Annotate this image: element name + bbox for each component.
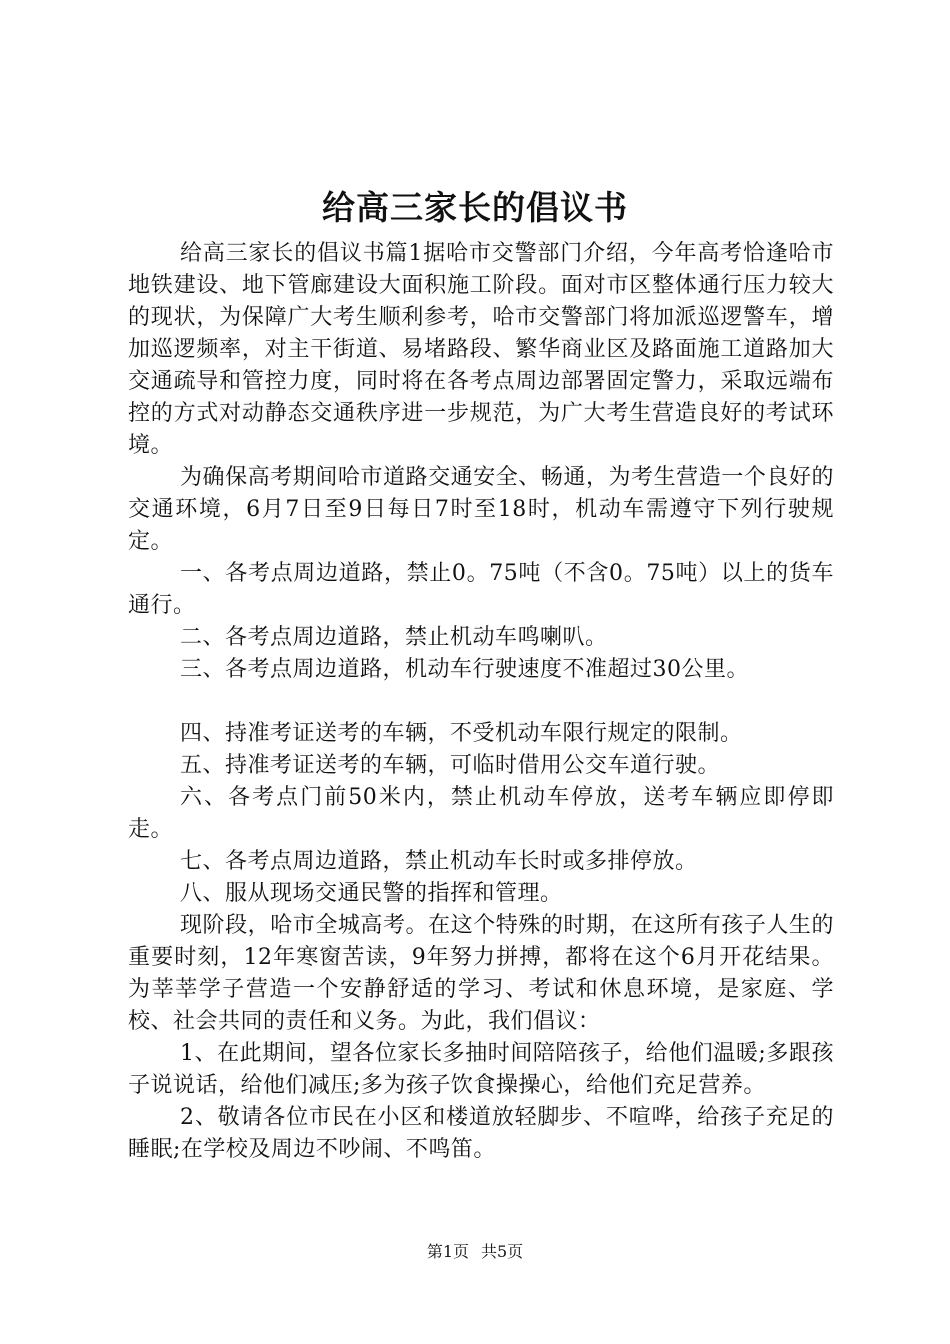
paragraph-rule-2: 二、各考点周边道路，禁止机动车鸣喇叭。 <box>180 625 608 650</box>
document-title: 给高三家长的倡议书 <box>322 188 628 227</box>
paragraph-rule-4: 四、持准考证送考的车辆，不受机动车限行规定的限制。 <box>180 721 743 746</box>
document-body <box>128 238 834 1166</box>
page-number: 第1页 <box>426 1242 469 1261</box>
paragraph-rule-8: 八、服从现场交通民警的指挥和管理。 <box>180 881 563 906</box>
paragraph-intro: 给高三家长的倡议书篇1据哈市交警部门介绍，今年高考恰逢哈市地铁建设、地下管廊建设大面积施工阶段。面对市区整体通行压力较大的现状，为保障广大考生顺利参考，哈市交警部门将加派巡逻警车，增加巡逻频率，对主干街道、易堵路段、繁华商业区及路面施工道路加大交通疏导和管控力度，同时将在各考点周边部署固定警力，采取远端布控的方式对动静态交通秩序进一步规范，为广大考生营造良好的考试环境。 <box>128 241 834 458</box>
paragraph-rules-intro: 为确保高考期间哈市道路交通安全、畅通，为考生营造一个良好的交通环境，6月7日至9日每日7时至18时，机动车需遵守下列行驶规定。 <box>128 465 834 554</box>
paragraph-rule-6: 六、各考点门前50米内，禁止机动车停放，送考车辆应即停即走。 <box>128 785 834 842</box>
page-footer <box>0 1240 950 1264</box>
paragraph-rule-3: 三、各考点周边道路，机动车行驶速度不准超过30公里。 <box>180 657 749 682</box>
paragraph-proposal-1: 1、在此期间，望各位家长多抽时间陪陪孩子，给他们温暖;多跟孩子说说话，给他们减压;多为孩子饮食操操心，给他们充足营养。 <box>128 1041 834 1098</box>
paragraph-appeal: 现阶段，哈市全城高考。在这个特殊的时期，在这所有孩子人生的重要时刻，12年寒窗苦读，9年努力拼搏，都将在这个6月开花结果。为莘莘学子营造一个安静舒适的学习、考试和休息环境，是家庭、学校、社会共同的责任和义务。为此，我们倡议： <box>128 913 834 1034</box>
page-total: 共5页 <box>481 1242 524 1261</box>
paragraph-rule-1: 一、各考点周边道路，禁止0。75吨（不含0。75吨）以上的货车通行。 <box>128 561 834 618</box>
paragraph-rule-5: 五、持准考证送考的车辆，可临时借用公交车道行驶。 <box>180 753 721 778</box>
paragraph-proposal-2: 2、敬请各位市民在小区和楼道放轻脚步、不喧哗，给孩子充足的睡眠;在学校及周边不吵闹、不鸣笛。 <box>128 1105 834 1162</box>
paragraph-rule-7: 七、各考点周边道路，禁止机动车长时或多排停放。 <box>180 849 698 874</box>
